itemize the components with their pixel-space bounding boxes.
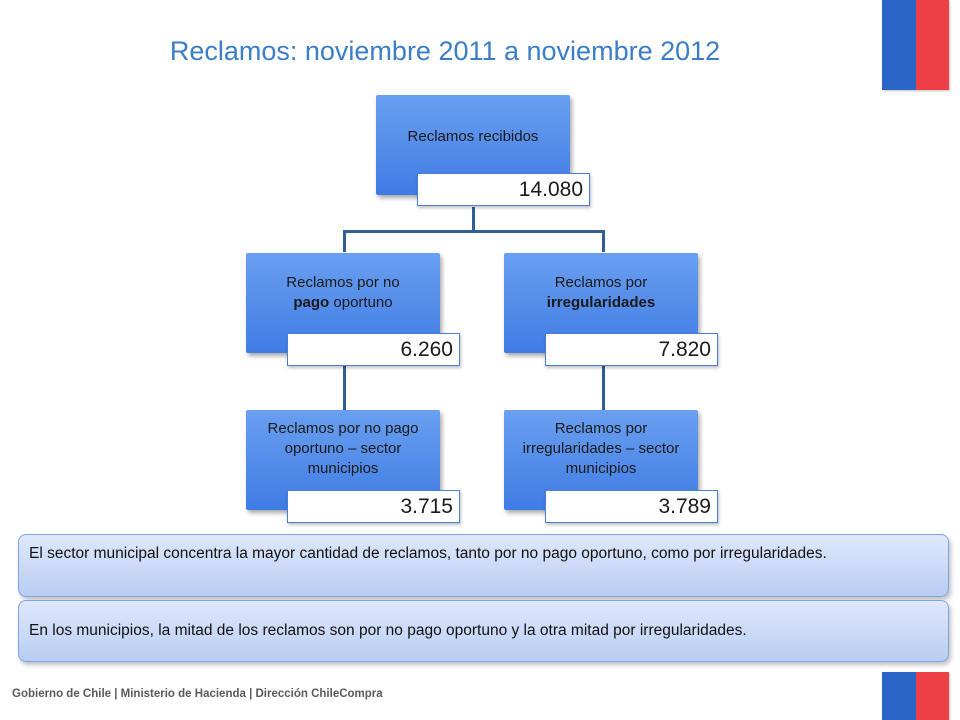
note-1: El sector municipal concentra la mayor cantidad de reclamos, tanto por no pago oportuno, como por irregularidades. bbox=[18, 534, 949, 597]
chile-flag-top bbox=[882, 0, 949, 90]
connector-root-down bbox=[472, 207, 475, 231]
left-label-bold: pago bbox=[293, 294, 330, 311]
footer: Gobierno de Chile | Ministerio de Hacienda | Dirección ChileCompra bbox=[12, 688, 383, 700]
connector-right-down bbox=[602, 230, 605, 252]
right-label bbox=[547, 273, 655, 313]
left-value: 6.260 bbox=[287, 333, 460, 366]
connector-right-child bbox=[602, 366, 605, 410]
connector-left-child bbox=[343, 366, 346, 410]
chile-flag-bottom bbox=[882, 672, 949, 720]
root-label: Reclamos recibidos bbox=[407, 128, 539, 145]
left-child-value: 3.715 bbox=[287, 490, 460, 523]
left-child-label: Reclamos por no pago oportuno – sector municipios bbox=[267, 420, 419, 477]
left-label-post: oportuno bbox=[329, 294, 393, 311]
right-child-label: Reclamos por irregularidades – sector municipios bbox=[522, 420, 680, 477]
root-value: 14.080 bbox=[417, 173, 590, 206]
page-title: Reclamos: noviembre 2011 a noviembre 2012 bbox=[169, 36, 721, 66]
right-value: 7.820 bbox=[545, 333, 718, 366]
left-label bbox=[286, 273, 399, 313]
connector-horizontal bbox=[343, 230, 605, 233]
right-label-pre: Reclamos por bbox=[554, 274, 648, 291]
left-label-pre: Reclamos por no bbox=[286, 274, 400, 291]
connector-left-down bbox=[343, 230, 346, 252]
right-child-value: 3.789 bbox=[545, 490, 718, 523]
right-label-bold: irregularidades bbox=[546, 294, 656, 311]
note-2: En los municipios, la mitad de los reclamos son por no pago oportuno y la otra mitad por irregularidades. bbox=[18, 600, 949, 662]
